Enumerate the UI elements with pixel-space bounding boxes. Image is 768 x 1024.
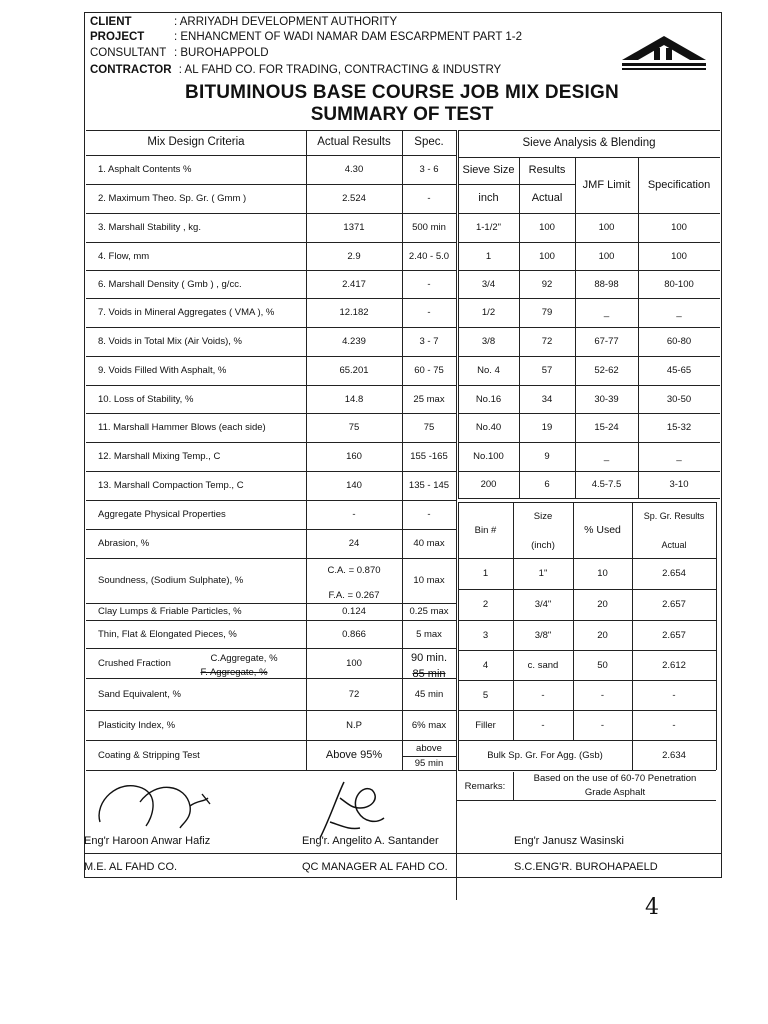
mix-row-label: 12. Marshall Mixing Temp., C — [98, 451, 221, 462]
col-header-spec: Spec. — [414, 136, 444, 148]
bin-row-size: - — [541, 719, 545, 731]
crushed-label: Crushed Fraction — [98, 657, 171, 669]
mix-row-label: 10. Loss of Stability, % — [98, 393, 194, 405]
mix-row-spec: 3 - 7 — [419, 336, 439, 347]
sieve-row-jmf: _ — [603, 451, 610, 462]
sieve-col-results: Results — [528, 164, 566, 176]
bin-row-spgr: - — [672, 689, 676, 701]
bin-row-size: c. sand — [527, 659, 559, 671]
signature-1 — [90, 772, 230, 834]
mix-row-spec: 2.40 - 5.0 — [408, 250, 450, 262]
mix-row-actual: 4.30 — [344, 164, 364, 175]
plasticity-actual: N.P — [346, 719, 362, 731]
sieve-col-size: Sieve Size — [462, 164, 515, 176]
sieve-row-actual: 100 — [539, 250, 555, 262]
sieve-title: Sieve Analysis & Blending — [522, 137, 656, 149]
client-label: CLIENT — [90, 16, 132, 28]
mix-row-spec: 135 - 145 — [408, 480, 450, 491]
bin-row-used: 50 — [597, 659, 608, 671]
mix-row-spec: 155 -165 — [410, 451, 448, 462]
bin-row-used: - — [600, 689, 605, 701]
sieve-row-actual: 57 — [541, 365, 553, 376]
mix-row-actual: 2.417 — [342, 278, 366, 290]
mix-row-label: 9. Voids Filled With Asphalt, % — [98, 365, 227, 376]
crushed-sub-fa: F. Aggregate, % — [200, 666, 268, 678]
bin-row-bin: 5 — [482, 689, 489, 701]
sieve-row-actual: 79 — [541, 307, 553, 318]
consultant-label: CONSULTANT — [90, 47, 167, 59]
mix-row-actual: 2.9 — [347, 250, 361, 262]
bin-row-spgr: 2.612 — [662, 659, 686, 671]
mix-row-label: 7. Voids in Mineral Aggregates ( VMA ), % — [98, 307, 275, 318]
sieve-row-jmf: 67-77 — [594, 336, 619, 347]
bin-row-spgr: 2.657 — [662, 599, 686, 610]
project-label: PROJECT — [90, 31, 145, 43]
sieve-row-size: No.40 — [475, 422, 502, 433]
sieve-row-size: 1 — [485, 250, 492, 262]
bin-row-bin: 3 — [482, 629, 489, 641]
sieve-row-jmf: 52-62 — [594, 365, 619, 376]
col-header-actual: Actual Results — [317, 136, 391, 148]
clay-spec: 0.25 max — [409, 606, 449, 617]
sieve-row-size: No.100 — [473, 451, 504, 462]
sieve-col-results-actual: Actual — [531, 192, 563, 204]
bins-col-spgr-actual: Actual — [661, 539, 687, 550]
client-line — [90, 15, 398, 29]
mix-row-label: 4. Flow, mm — [98, 250, 150, 262]
mix-row-actual: 12.182 — [339, 307, 369, 318]
signature-org-2: QC MANAGER AL FAHD CO. — [302, 861, 448, 873]
sieve-row-size: No. 4 — [477, 365, 500, 376]
sieve-row-actual: 6 — [544, 479, 550, 490]
sieve-row-size: No.16 — [475, 393, 502, 405]
mix-row-spec: 60 - 75 — [414, 365, 444, 376]
sieve-row-spec: 100 — [671, 250, 687, 262]
remarks-label: Remarks: — [464, 780, 506, 792]
mix-row-label: 3. Marshall Stability , kg. — [98, 222, 201, 233]
mix-row-spec: - — [427, 193, 431, 204]
sieve-row-spec: 100 — [671, 222, 687, 233]
sieve-row-actual: 100 — [539, 222, 555, 233]
sieve-row-jmf: 100 — [598, 250, 615, 262]
soundness-actual-ca: C.A. = 0.870 — [327, 564, 381, 576]
mix-row-label: 13. Marshall Compaction Temp., C — [98, 480, 244, 491]
mix-row-label: 1. Asphalt Contents % — [98, 164, 192, 175]
mix-row-actual: 140 — [346, 480, 362, 491]
consultant-value: : BUROHAPPOLD — [174, 47, 269, 59]
mix-row-spec: 25 max — [413, 393, 445, 405]
bin-row-spgr: 2.654 — [662, 568, 686, 579]
col-header-criteria: Mix Design Criteria — [147, 136, 245, 148]
sieve-row-spec: 80-100 — [664, 278, 694, 290]
bin-row-used: 20 — [597, 599, 608, 610]
plasticity-spec: 6% max — [411, 719, 447, 731]
abrasion-label: Abrasion, % — [98, 538, 150, 549]
crushed-sub-ca: C.Aggregate, % — [210, 652, 278, 664]
project-value: : ENHANCMENT OF WADI NAMAR DAM ESCARPMENT PART 1-2 — [174, 31, 523, 43]
crushed-actual: 100 — [346, 657, 362, 669]
sieve-row-size: 3/4 — [481, 278, 496, 290]
aggregate-title-actual: - — [352, 509, 356, 520]
signature-name-1: Eng'r Haroon Anwar Hafiz — [84, 835, 211, 847]
soundness-spec: 10 max — [413, 575, 445, 586]
coating-label: Coating & Stripping Test — [98, 749, 200, 761]
sieve-row-size: 3/8 — [481, 336, 496, 347]
abrasion-actual: 24 — [348, 538, 360, 549]
project-line — [90, 30, 523, 44]
signature-name-2: Eng'r. Angelito A. Santander — [302, 835, 439, 847]
mix-row-label: 6. Marshall Density ( Gmb ) , g/cc. — [98, 278, 242, 290]
bin-row-spgr: 2.657 — [662, 629, 686, 641]
mix-row-spec: 75 — [423, 422, 435, 433]
bin-row-size: 3/4" — [534, 599, 552, 610]
thin-spec: 5 max — [416, 628, 442, 640]
sieve-row-size: 1/2 — [481, 307, 496, 318]
document-title: BITUMINOUS BASE COURSE JOB MIX DESIGN — [185, 82, 619, 103]
sieve-row-actual: 72 — [541, 336, 553, 347]
mix-row-spec: - — [427, 307, 431, 318]
crushed-spec-ca: 90 min. — [410, 651, 448, 664]
clay-label: Clay Lumps & Friable Particles, % — [98, 606, 242, 617]
aggregate-title: Aggregate Physical Properties — [98, 509, 226, 520]
bins-col-bin: Bin # — [474, 524, 497, 536]
coating-actual: Above 95% — [325, 748, 383, 761]
soundness-actual-fa: F.A. = 0.267 — [328, 589, 380, 601]
sieve-row-jmf: _ — [603, 307, 610, 318]
coating-spec-1: above — [416, 743, 442, 754]
bin-row-bin: 4 — [482, 659, 489, 671]
sand-spec: 45 min — [414, 688, 444, 700]
sieve-row-jmf: 30-39 — [594, 393, 619, 405]
sieve-row-actual: 19 — [541, 422, 553, 433]
bin-row-used: - — [600, 719, 605, 731]
bin-row-size: - — [541, 689, 545, 701]
contractor-label: CONTRACTOR — [90, 64, 172, 76]
bin-row-bin: Filler — [475, 719, 496, 731]
sieve-row-jmf: 100 — [598, 222, 615, 233]
mix-row-spec: 3 - 6 — [419, 164, 439, 175]
sieve-row-spec: 3-10 — [669, 479, 689, 490]
signature-org-3: S.C.ENG'R. BUROHAPAELD — [514, 861, 658, 873]
bin-row-used: 10 — [597, 568, 608, 579]
sieve-row-spec: 60-80 — [666, 336, 692, 347]
sieve-col-jmf: JMF Limit — [582, 178, 631, 191]
company-logo — [618, 34, 710, 74]
bin-row-bin: 2 — [482, 599, 489, 610]
mix-row-actual: 65.201 — [339, 365, 369, 376]
sieve-row-jmf: 15-24 — [594, 422, 619, 433]
sieve-row-actual: 34 — [541, 393, 553, 405]
aggregate-title-spec: - — [427, 509, 431, 520]
bulk-sp-gr-label: Bulk Sp. Gr. For Agg. (Gsb) — [487, 749, 603, 761]
bin-row-size: 3/8" — [534, 629, 552, 641]
signature-name-3: Eng'r Janusz Wasinski — [514, 835, 624, 847]
remarks-text-2: Grade Asphalt — [584, 787, 646, 798]
sieve-col-spec: Specification — [647, 178, 711, 191]
sieve-row-jmf: 4.5-7.5 — [591, 479, 622, 490]
sieve-row-actual: 9 — [544, 451, 550, 462]
plasticity-label: Plasticity Index, % — [98, 719, 176, 731]
sieve-row-spec: 15-32 — [666, 422, 692, 433]
sieve-row-size: 1-1/2" — [475, 222, 502, 233]
mix-row-actual: 2.524 — [342, 193, 366, 204]
mix-row-spec: 500 min — [412, 222, 446, 233]
abrasion-spec: 40 max — [413, 538, 445, 549]
mix-row-actual: 4.239 — [342, 336, 366, 347]
sieve-row-jmf: 88-98 — [594, 278, 619, 290]
sieve-row-spec: _ — [676, 307, 682, 318]
crushed-spec-fa: 85 min — [412, 667, 446, 680]
mix-row-actual: 75 — [348, 422, 360, 433]
sieve-row-spec: _ — [676, 451, 682, 462]
sieve-row-actual: 92 — [541, 278, 553, 290]
bins-col-size: Size — [533, 510, 553, 522]
coating-spec-2: 95 min — [414, 757, 444, 769]
bins-col-spgr: Sp. Gr. Results — [643, 510, 705, 521]
bin-row-bin: 1 — [482, 568, 489, 579]
clay-actual: 0.124 — [342, 606, 366, 617]
sieve-row-spec: 45-65 — [666, 365, 692, 376]
bin-row-spgr: - — [672, 719, 676, 731]
bin-row-size: 1" — [538, 568, 548, 579]
mix-row-label: 2. Maximum Theo. Sp. Gr. ( Gmm ) — [98, 193, 247, 204]
sand-actual: 72 — [348, 688, 360, 700]
signature-org-1: M.E. AL FAHD CO. — [84, 861, 178, 873]
soundness-label: Soundness, (Sodium Sulphate), % — [98, 575, 244, 586]
document-subtitle: SUMMARY OF TEST — [310, 104, 494, 125]
sieve-row-spec: 30-50 — [666, 393, 692, 405]
mix-row-spec: - — [427, 278, 431, 290]
sand-label: Sand Equivalent, % — [98, 688, 181, 700]
sieve-row-size: 200 — [480, 479, 497, 490]
thin-label: Thin, Flat & Elongated Pieces, % — [98, 628, 237, 640]
bin-row-used: 20 — [597, 629, 608, 641]
mix-row-actual: 14.8 — [344, 393, 364, 405]
remarks-text-1: Based on the use of 60-70 Penetration — [533, 773, 697, 784]
sieve-col-size-unit: inch — [478, 192, 499, 204]
mix-row-label: 11. Marshall Hammer Blows (each side) — [98, 422, 266, 433]
page-number: 4 — [645, 895, 659, 920]
mix-row-label: 8. Voids in Total Mix (Air Voids), % — [98, 336, 242, 347]
thin-actual: 0.866 — [342, 628, 366, 640]
bulk-sp-gr-value: 2.634 — [662, 749, 686, 761]
bins-col-used: % Used — [584, 523, 621, 536]
mix-row-actual: 160 — [346, 451, 362, 462]
mix-row-actual: 1371 — [343, 222, 365, 233]
contractor-line — [90, 63, 501, 77]
bins-col-size-unit: (inch) — [531, 539, 555, 551]
contractor-value: : AL FAHD CO. FOR TRADING, CONTRACTING & INDUSTRY — [178, 64, 502, 76]
client-value: : ARRIYADH DEVELOPMENT AUTHORITY — [174, 16, 398, 28]
consultant-line — [90, 46, 269, 60]
